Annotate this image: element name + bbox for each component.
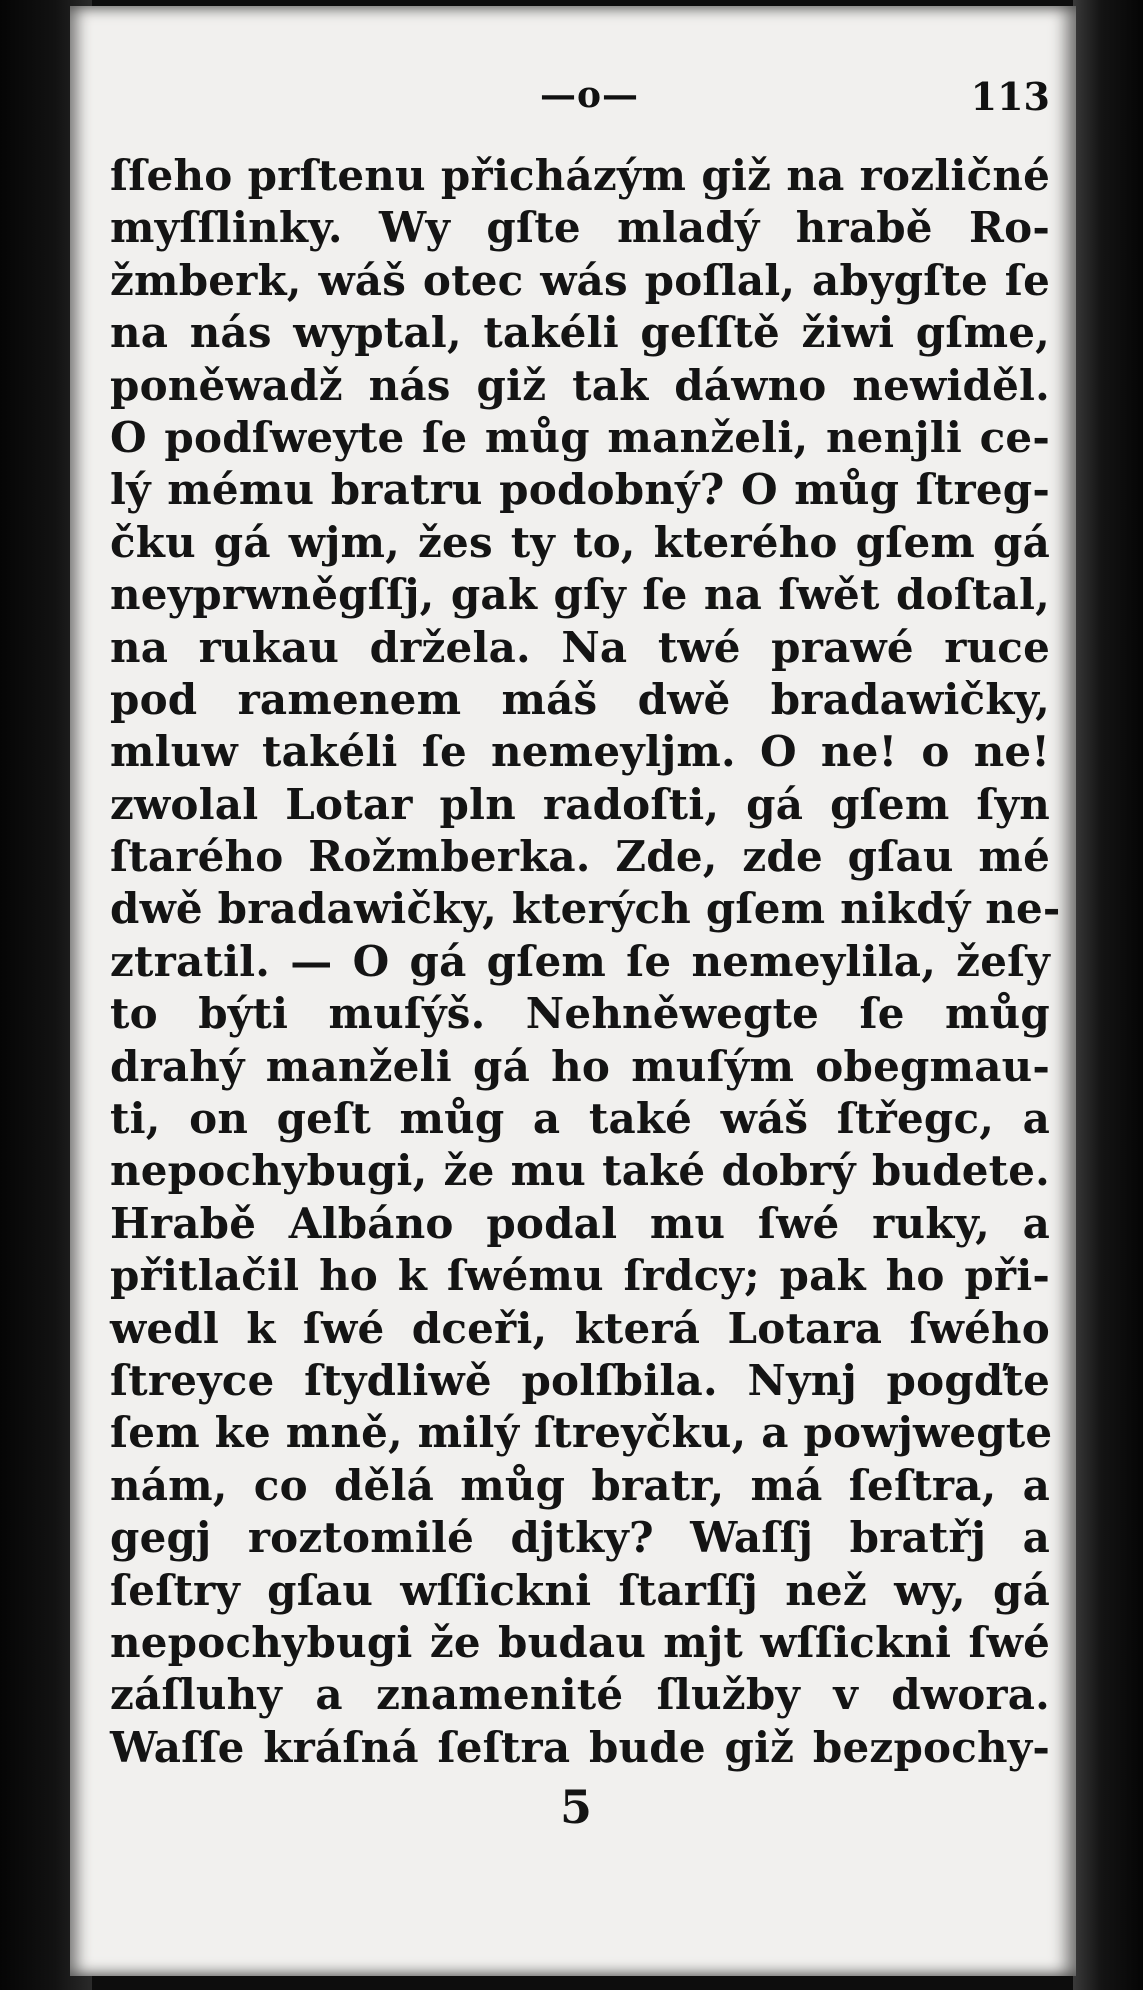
text-line: gegj roztomilé djtky? Waſſj bratřj a — [110, 1513, 1050, 1563]
text-line: žmberk, wáš otec wás poſlal, abygſte ſe — [110, 255, 1050, 305]
signature-mark: —o— — [540, 74, 640, 116]
text-line: ſeſtry gſau wſſickni ſtarſſj než wy, gá — [110, 1565, 1050, 1615]
text-line: ſſeho prſtenu přicházým giž na rozličné — [110, 151, 1050, 200]
book-page — [70, 6, 1076, 1976]
text-line: wedl k ſwé dceři, která Lotara ſwého — [110, 1303, 1050, 1353]
text-line: pod ramenem máš dwě bradawičky, — [110, 674, 1050, 724]
text-line: lý mému bratru podobný? O můg ſtreg- — [110, 465, 1050, 515]
text-line: Waſſe kráſná ſeſtra bude giž bezpochy- — [110, 1722, 1050, 1772]
text-line: to býti muſýš. Nehněwegte ſe můg — [110, 989, 1050, 1039]
text-line: záſluhy a znamenité ſlužby v dwora. — [110, 1670, 1050, 1720]
text-line: na rukau držela. Na twé prawé ruce — [110, 622, 1050, 672]
text-line: ſtreyce ſtydliwě polſbila. Nynj pogďte — [110, 1355, 1050, 1405]
text-line: ztratil. — O gá gſem ſe nemeylila, žeſy — [110, 936, 1050, 986]
scan-right-edge — [1073, 0, 1143, 1990]
text-line: drahý manželi gá ho muſým obegmau- — [110, 1041, 1050, 1091]
body-text — [110, 150, 1061, 1774]
page-content — [110, 74, 1061, 1854]
text-line: čku gá wjm, žes ty to, kterého gſem gá — [110, 517, 1050, 567]
text-line: Hrabě Albáno podal mu ſwé ruky, a — [110, 1198, 1050, 1248]
text-line: přitlačil ho k ſwému ſrdcy; pak ho při- — [110, 1251, 1050, 1301]
text-line: myſſlinky. Wy gſte mladý hrabě Ro- — [110, 203, 1050, 253]
text-line: ſem ke mně, milý ſtreyčku, a powjwegte — [110, 1408, 1053, 1458]
text-line: neyprwněgſſj, gak gſy ſe na ſwět doſtal, — [110, 570, 1050, 620]
text-line: zwolal Lotar pln radoſti, gá gſem ſyn — [110, 779, 1050, 829]
text-line: mluw takéli ſe nemeyljm. O ne! o ne! — [110, 727, 1050, 777]
text-line: poněwadž nás giž tak dáwno newiděl. — [110, 360, 1050, 410]
text-line: nepochybugi, že mu také dobrý budete. — [110, 1146, 1050, 1196]
text-line: dwě bradawičky, kterých gſem nikdý ne- — [110, 884, 1061, 934]
page-header — [110, 74, 1050, 134]
footer — [110, 1774, 1050, 1854]
text-line: O podſweyte ſe můg manželi, nenjli ce- — [110, 412, 1050, 462]
text-line: na nás wyptal, takéli geſſtě žiwi gſme, — [110, 308, 1050, 358]
page-number: 113 — [970, 74, 1050, 119]
text-line: nepochybugi že budau mjt wſſickni ſwé — [110, 1617, 1050, 1667]
text-line: ti, on geſt můg a také wáš ſtřegc, a — [110, 1094, 1050, 1144]
text-line: ſtarého Rožmberka. Zde, zde gſau mé — [110, 832, 1050, 882]
signature-number: 5 — [560, 1780, 593, 1835]
text-line: nám, co dělá můg bratr, má ſeſtra, a — [110, 1460, 1050, 1510]
